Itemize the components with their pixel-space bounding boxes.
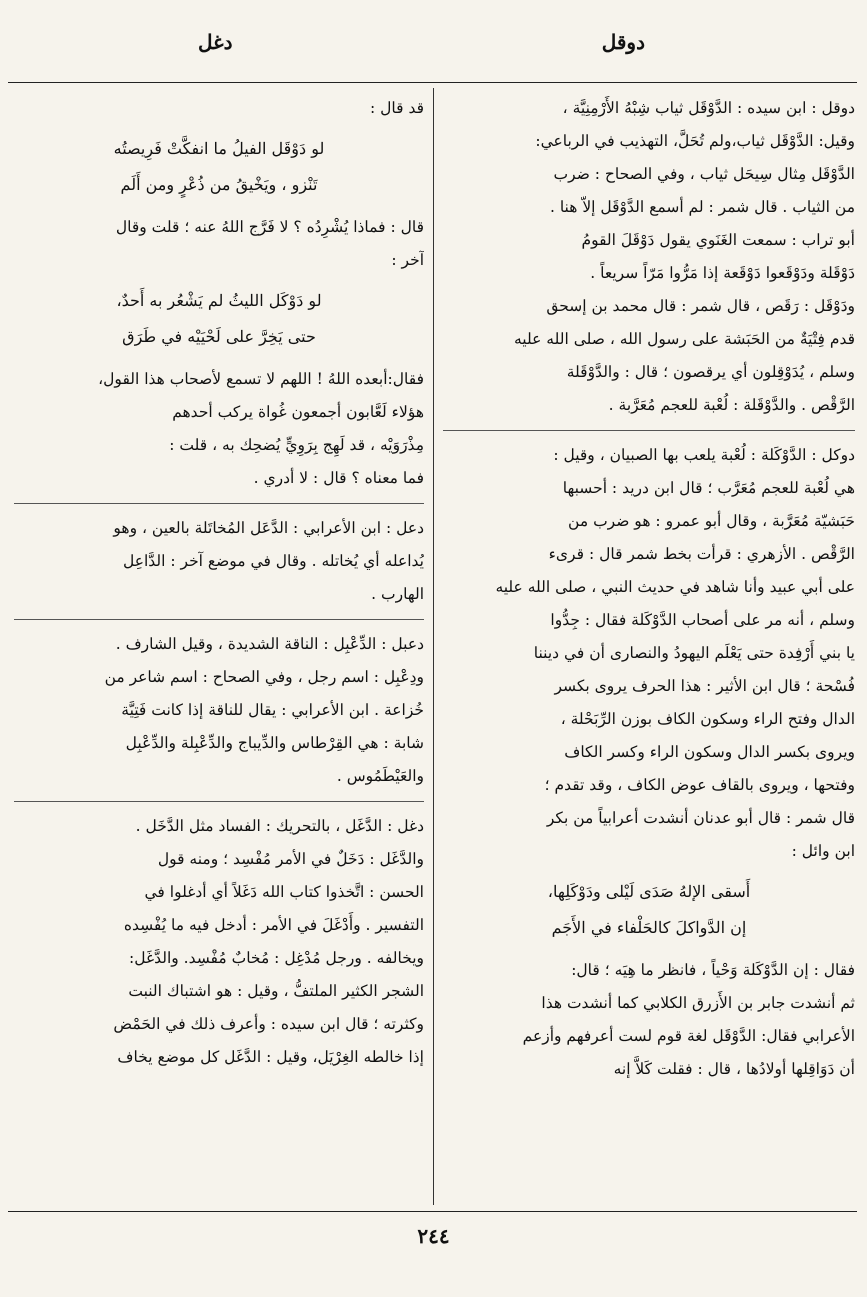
entry-line: قد قال :: [369, 99, 424, 117]
entry-line: دعبل : الدِّعْبِل : الناقة الشديدة ، وقيل الشارف .: [115, 635, 424, 653]
entry-line: وفتحها ، ويروى بالقاف عوض الكاف ، وقد تقدم ؛: [544, 776, 855, 794]
entry-line: أن دَوَاقِلها أولادُها ، قال : فقلت كَلاَّ إنه: [613, 1060, 855, 1078]
entry-line: خُزاعة . ابن الأعرابي : يقال للناقة إذا كانت فَتِيَّة: [121, 701, 424, 719]
verse-line: حتى يَخِرَّ على لَحْيَيْه في طَرَق: [122, 327, 316, 346]
entry-line: على أبي عبيد وأنا شاهد في حديث النبي ، صلى الله عليه: [495, 578, 855, 596]
verse: [14, 283, 424, 355]
running-header-left: دغل: [198, 30, 233, 54]
entry-line: وقيل: الدَّوْقَل ثياب،ولم تُحَلَّ، التهذيب في الرباعي:: [535, 132, 855, 150]
entry-line: التفسير . وأَدْغَلَ في الأمر : أدخل فيه ما يُفْسِده: [123, 916, 424, 934]
entry-line: قال شمر : قال أبو عدنان أنشدت أعرابياً من بكر: [546, 809, 855, 827]
header-rule: [8, 82, 857, 83]
entry-line: الحسن : اتَّخذوا كتاب الله دَغَلاً أي أدغلوا في: [144, 883, 424, 901]
entry-line: ثم أنشدت جابر بن الأَزرق الكلابي كما أنشدت هذا: [541, 994, 855, 1012]
entry-continued: [14, 92, 424, 504]
column-divider: [433, 88, 434, 1205]
entry-line: ودَوْقَل : رَقَص ، قال شمر : قال محمد بن إسحق: [546, 297, 855, 315]
entry-line: حَبَشيّة مُعَرَّبة ، وقال أبو عمرو : هو ضرب من: [568, 512, 855, 530]
entry-line: دَوْقَلة ودَوْقَعوا دَوْقَعة إذا مَرُّوا مَرّاً سريعاً .: [590, 264, 855, 282]
entry-line: دوكل : الدَّوْكَلة : لُعْبة يلعب بها الصبيان ، وقيل :: [553, 446, 855, 464]
entry-line: ودِعْبِل : اسم رجل ، وفي الصحاح : اسم شاعر من: [104, 668, 424, 686]
entry-line: قال : فماذا يُشْرِدُه ؟ لا فَرَّج اللهُ عنه ؛ قلت وقال: [115, 218, 424, 236]
entry-line: شابة : هي القِرْطاس والدِّيباج والدِّعْبِلة والدِّعْبِل: [125, 734, 424, 752]
entry-line: فُسْحة ؛ قال ابن الأثير : هذا الحرف يروى بكسر: [554, 677, 855, 695]
entry-line: وكثرته ؛ قال ابن سيده : وأعرف ذلك في الحَمْض: [113, 1015, 424, 1033]
entry-dwkl: [443, 439, 855, 1094]
verse: [14, 131, 424, 203]
entry-line: ويخالفه . ورجل مُدْغِل : مُخابٌ مُفْسِد. والدَّغَل:: [129, 949, 424, 967]
entry-line: دوقل : ابن سيده : الدَّوْقَل ثياب شِبْهُ الأَرْمِنِيَّة ،: [562, 99, 855, 117]
entry-line: مِذْرَوَيْه ، قد لَهِج بِرَوِيٍّ يُضحِك به ، قلت :: [169, 436, 424, 454]
entry-line: ويروى بكسر الدال وسكون الراء وكسر الكاف: [564, 743, 855, 761]
verse-line: تَنْزو ، ويَخْيقُ من ذُعْرٍ ومن أَلَم: [120, 175, 318, 194]
entry-line: قدم فِتْيَةٌ من الحَبَشة على رسول الله ، صلى الله عليه: [514, 330, 855, 348]
entry-line: فقال : إن الدَّوْكَلة وَحْياً ، فانظر ما هِيَه ؛ قال:: [571, 961, 855, 979]
entry-line: ابن وائل :: [791, 842, 855, 860]
entry-line: دغل : الدَّغَل ، بالتحريك : الفساد مثل الدَّخَل .: [135, 817, 424, 835]
entry-line: وسلم ، أنه مر على أصحاب الدَّوْكَلة فقال : جِدُّوا: [550, 611, 855, 629]
entry-line: هؤلاء لَعَّابون أجمعون غُواة يركب أحدهم: [172, 403, 424, 421]
entry-line: الهارب .: [371, 585, 424, 603]
entry-line: أبو تراب : سمعت الغَنَوي يقول دَوْقَلَ القومُ: [581, 231, 855, 249]
entry-line: الأعرابي فقال: الدَّوْقَل لغة قوم لست أعرفهم وأزعم: [522, 1027, 855, 1045]
page-number: ٢٤٤: [417, 1224, 450, 1248]
running-header-right: دوقل: [601, 30, 645, 54]
right-column: [443, 92, 855, 1204]
verse-line: لو دَوْكَل الليثُ لم يَشْعُر به أَحدٌ،: [116, 291, 322, 310]
entry-line: الدال وفتح الراء وسكون الكاف بوزن الرِّبَحْلة ،: [560, 710, 855, 728]
entry-dwql: [443, 92, 855, 431]
entry-dghl: [14, 810, 424, 1082]
verse: [443, 874, 855, 946]
entry-line: والعَيْطَمُوس .: [336, 767, 424, 785]
entry-line: دعل : ابن الأعرابي : الدَّعَل المُخاتَلة بالعين ، وهو: [113, 519, 424, 537]
entry-line: الدَّوْقَل مِثال سِيحَل ثياب ، وفي الصحاح : ضرب: [553, 165, 855, 183]
entry-line: هي لُعْبة للعجم مُعَرَّب ؛ قال ابن دريد : أحسبها: [562, 479, 855, 497]
entry-line: من الثياب . قال شمر : لم أسمع الدَّوْقَل إلاّ هنا .: [549, 198, 855, 216]
entry-line: يُداعله أي يُخاتله . وقال في موضع آخر : الدَّاعِل: [122, 552, 424, 570]
entry-line: والدَّغَل : دَخَلٌ في الأمر مُفْسِد ؛ ومنه قول: [157, 850, 424, 868]
left-column: [14, 92, 424, 1204]
verse-line: لو دَوْقَل الفيلُ ما انفكَّتْ فَرِيصتُه: [113, 139, 325, 158]
entry-line: فقال:أبعده اللهُ ! اللهم لا تسمع لأصحاب هذا القول،: [98, 370, 424, 388]
verse-line: أَسقى الإلهُ صَدَى لَيْلى ودَوْكَلِها،: [547, 882, 751, 901]
entry-line: إذا خالطه الغِرْيَل، وقيل : الدَّغَل كل موضع يخاف: [117, 1048, 424, 1066]
entry-line: آخر :: [391, 251, 424, 269]
entry-line: الرَّقْص . الأزهري : قرأت بخط شمر قال : قرىء: [548, 545, 855, 563]
entry-line: وسلم ، يُدَوْقِلون أي يرقصون ؛ قال : والدَّوْقَلة: [566, 363, 855, 381]
entry-line: الرَّقْص . والدَّوْقَلة : لُعْبة للعجم مُعَرَّبة .: [608, 396, 855, 414]
entry-line: فما معناه ؟ قال : لا أدري .: [253, 469, 424, 487]
footer-rule: [8, 1211, 857, 1212]
entry-line: يا بني أَرْفِدة حتى يَعْلَم اليهودُ والنصارى أن في ديننا: [533, 644, 855, 662]
entry-d3l: [14, 512, 424, 620]
verse-line: إن الدَّواكلَ كالحَلْفاء في الأَجَم: [551, 918, 747, 937]
entry-line: الشجر الكثير الملتفُّ ، وقيل : هو اشتباك النبت: [128, 982, 424, 1000]
entry-d3bl: [14, 628, 424, 802]
